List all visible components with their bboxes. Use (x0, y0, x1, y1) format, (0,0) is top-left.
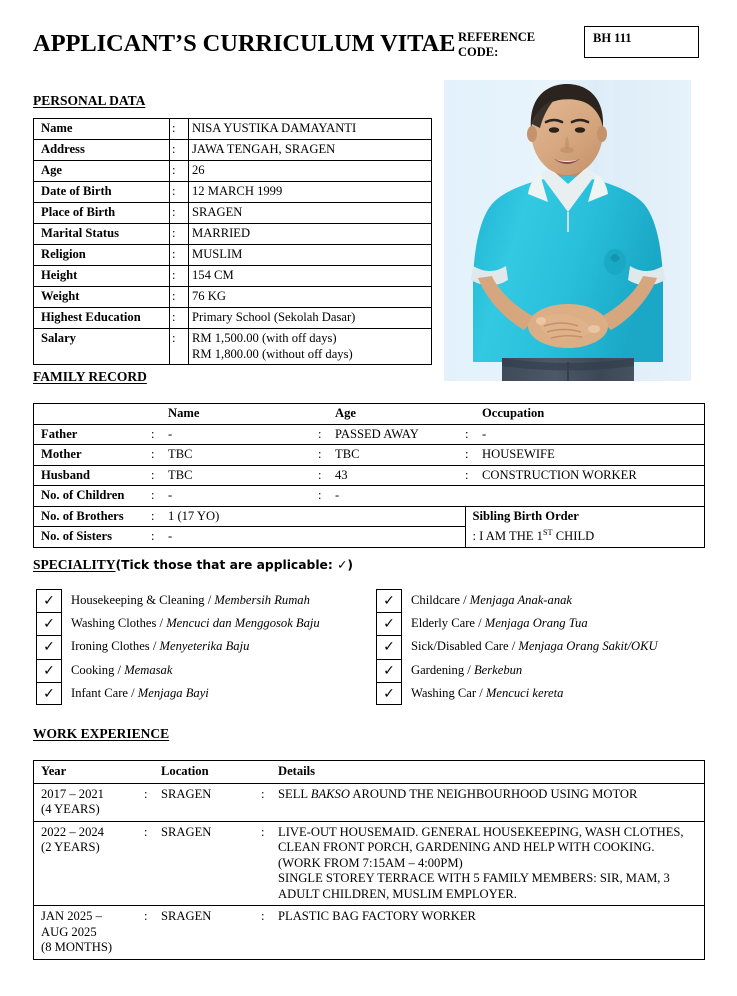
personal-label: Weight (34, 287, 170, 308)
spacer-cell (465, 486, 479, 507)
personal-label: Highest Education (34, 308, 170, 329)
work-year (34, 821, 145, 906)
brothers-label: No. of Brothers (34, 506, 152, 527)
family-label: Mother (34, 445, 152, 466)
colon: : (151, 465, 165, 486)
colon: : (170, 140, 189, 161)
family-label: Husband (34, 465, 152, 486)
column-header-name: Name (165, 404, 318, 425)
sibling-order-pre: : I AM THE 1 (472, 528, 543, 543)
colon: : (170, 266, 189, 287)
table-row (34, 224, 432, 245)
work-year-line: JAN 2025 – (41, 909, 102, 923)
work-detail-pre: SELL (278, 786, 311, 801)
speciality-my: Mencuci kereta (485, 685, 564, 700)
section-heading-speciality: SPECIALITY(Tick those that are applicable: ✓) (33, 557, 353, 572)
table-row (34, 486, 705, 507)
table-row (34, 119, 432, 140)
spacer-cell (261, 761, 275, 784)
family-occupation: CONSTRUCTION WORKER (479, 465, 705, 486)
family-name: TBC (165, 465, 318, 486)
colon: : (151, 424, 165, 445)
sibling-birth-order-label: Sibling Birth Order (465, 506, 705, 527)
colon: : (261, 906, 275, 960)
colon: : (318, 465, 332, 486)
speciality-item[interactable] (36, 682, 366, 705)
speciality-column-right (376, 589, 705, 705)
checkbox-checked-icon[interactable]: ✓ (376, 682, 402, 705)
table-row (34, 140, 432, 161)
table-row (34, 182, 432, 203)
colon: : (144, 783, 158, 821)
family-age: TBC (332, 445, 465, 466)
speciality-en: Washing Car (411, 685, 477, 700)
personal-label: Marital Status (34, 224, 170, 245)
speciality-item-label: Ironing Clothes / Menyeterika Baju (71, 639, 250, 654)
column-header-location: Location (158, 761, 261, 784)
speciality-my: Menjaga Orang Tua (484, 616, 588, 631)
speciality-en: Housekeeping & Cleaning (71, 593, 205, 607)
reference-code-box (584, 26, 699, 58)
family-name: TBC (165, 445, 318, 466)
speciality-column-left (36, 589, 366, 705)
table-row (34, 783, 705, 821)
sisters-label: No. of Sisters (34, 527, 152, 548)
speciality-item-label: Washing Car / Mencuci kereta (411, 685, 564, 700)
speciality-en: Sick/Disabled Care (411, 639, 509, 654)
table-row (34, 906, 705, 960)
colon: : (151, 445, 165, 466)
colon: : (170, 182, 189, 203)
spacer-cell (144, 761, 158, 784)
colon: : (318, 445, 332, 466)
table-row (34, 424, 705, 445)
speciality-item[interactable] (36, 612, 366, 635)
checkbox-checked-icon[interactable]: ✓ (36, 659, 62, 682)
column-header-details: Details (275, 761, 705, 784)
checkbox-checked-icon[interactable]: ✓ (376, 612, 402, 635)
column-header-year: Year (34, 761, 145, 784)
speciality-en: Ironing Clothes (71, 639, 150, 654)
speciality-item-label: Cooking / Memasak (71, 662, 173, 677)
colon: : (170, 329, 189, 365)
speciality-item-label: Infant Care / Menjaga Bayi (71, 685, 209, 700)
colon: : (170, 287, 189, 308)
table-row (34, 266, 432, 287)
children-label: No. of Children (34, 486, 152, 507)
colon: : (318, 424, 332, 445)
work-details (275, 783, 705, 821)
section-heading-work-experience: WORK EXPERIENCE (33, 726, 170, 741)
work-year-line: AUG 2025 (41, 924, 97, 939)
personal-value: 12 MARCH 1999 (189, 182, 432, 203)
checkbox-checked-icon[interactable]: ✓ (376, 659, 402, 682)
speciality-en: Infant Care (71, 685, 128, 700)
work-details (275, 821, 705, 906)
personal-label: Place of Birth (34, 203, 170, 224)
speciality-item[interactable] (376, 612, 705, 635)
work-experience-table (33, 760, 705, 960)
personal-value: JAWA TENGAH, SRAGEN (189, 140, 432, 161)
checkbox-checked-icon[interactable]: ✓ (36, 682, 62, 705)
work-location: SRAGEN (158, 783, 261, 821)
personal-label: Address (34, 140, 170, 161)
checkbox-checked-icon[interactable]: ✓ (36, 589, 62, 612)
spacer-cell (479, 486, 705, 507)
document-header (33, 26, 705, 82)
spacer-cell (151, 404, 165, 425)
work-detail-main: LIVE-OUT HOUSEMAID. GENERAL HOUSEKEEPING, WASH CLOTHES, CLEAN FRONT PORCH, GARDENING AND HELP WITH COOKING. (WORK FROM 7:15AM – 4:00PM) (278, 824, 684, 870)
sibling-order-post: CHILD (552, 528, 595, 543)
speciality-my: Menjaga Orang Sakit/OKU (518, 639, 658, 654)
column-header-occupation: Occupation (479, 404, 705, 425)
speciality-en: Cooking (71, 662, 115, 677)
colon: : (144, 906, 158, 960)
colon: : (170, 203, 189, 224)
personal-label: Religion (34, 245, 170, 266)
colon: : (261, 821, 275, 906)
work-details: PLASTIC BAG FACTORY WORKER (275, 906, 705, 960)
personal-label: Salary (34, 329, 170, 365)
table-row (34, 445, 705, 466)
checkbox-checked-icon[interactable]: ✓ (376, 589, 402, 612)
personal-label: Height (34, 266, 170, 287)
table-row-salary (34, 329, 432, 365)
brothers-value: 1 (17 YO) (165, 506, 465, 527)
speciality-my: Menyeterika Baju (159, 639, 250, 654)
speciality-item[interactable] (36, 589, 366, 612)
table-row (34, 465, 705, 486)
personal-label: Name (34, 119, 170, 140)
table-row (34, 203, 432, 224)
checkbox-checked-icon[interactable]: ✓ (36, 612, 62, 635)
colon: : (170, 308, 189, 329)
speciality-note: (Tick those that are applicable: ✓) (115, 558, 353, 572)
personal-label: Date of Birth (34, 182, 170, 203)
work-year-line: 2022 – 2024 (41, 824, 104, 839)
children-value-2: - (332, 486, 465, 507)
colon: : (170, 245, 189, 266)
table-header-row (34, 761, 705, 784)
speciality-en: Gardening (411, 662, 465, 677)
speciality-item-label: Gardening / Berkebun (411, 662, 523, 677)
speciality-item-label: Elderly Care / Menjaga Orang Tua (411, 616, 588, 631)
section-heading-family-record: FAMILY RECORD (33, 369, 147, 384)
work-year-line: (4 YEARS) (41, 802, 100, 816)
table-row (34, 308, 432, 329)
work-year-line: (8 MONTHS) (41, 940, 113, 954)
table-row (34, 527, 705, 548)
table-row (34, 287, 432, 308)
speciality-my: Memasak (124, 662, 173, 677)
work-location: SRAGEN (158, 906, 261, 960)
page-title: APPLICANT’S CURRICULUM VITAE (33, 30, 456, 57)
work-year-line: (2 YEARS) (41, 840, 100, 854)
colon: : (465, 424, 479, 445)
colon: : (151, 486, 165, 507)
speciality-my: Membersih Rumah (214, 593, 310, 607)
speciality-item-label: Housekeeping & Cleaning / Membersih Rumah (71, 593, 310, 607)
spacer-cell (34, 404, 152, 425)
speciality-en: Childcare (411, 593, 460, 607)
speciality-item[interactable] (36, 659, 366, 682)
speciality-item[interactable] (376, 589, 705, 612)
checkbox-checked-icon[interactable]: ✓ (36, 635, 62, 658)
table-row (34, 245, 432, 266)
work-detail-italic: BAKSO (310, 786, 350, 801)
speciality-en: Elderly Care (411, 616, 475, 631)
speciality-item[interactable] (376, 659, 705, 682)
speciality-item[interactable] (376, 635, 705, 658)
speciality-en: Washing Clothes (71, 616, 157, 631)
speciality-item[interactable] (376, 682, 705, 705)
sibling-order-suffix: ST (542, 527, 553, 537)
personal-value: Primary School (Sekolah Dasar) (189, 308, 432, 329)
personal-value: MUSLIM (189, 245, 432, 266)
table-row (34, 821, 705, 906)
family-occupation: HOUSEWIFE (479, 445, 705, 466)
personal-value-salary (189, 329, 432, 365)
personal-value: SRAGEN (189, 203, 432, 224)
colon: : (465, 445, 479, 466)
colon: : (151, 506, 165, 527)
personal-value: 154 CM (189, 266, 432, 287)
family-age: PASSED AWAY (332, 424, 465, 445)
section-heading-personal-data: PERSONAL DATA (33, 93, 146, 108)
personal-value: 76 KG (189, 287, 432, 308)
personal-value: MARRIED (189, 224, 432, 245)
children-value: - (165, 486, 318, 507)
personal-data-table (33, 118, 432, 365)
spacer-cell (318, 404, 332, 425)
table-header-row (34, 404, 705, 425)
work-year (34, 783, 145, 821)
checkbox-checked-icon[interactable]: ✓ (376, 635, 402, 658)
speciality-my: Mencuci dan Menggosok Baju (166, 616, 320, 631)
speciality-item-label: Washing Clothes / Mencuci dan Menggosok Baju (71, 616, 320, 631)
column-header-age: Age (332, 404, 465, 425)
work-year-line: 2017 – 2021 (41, 786, 104, 801)
colon: : (151, 527, 165, 548)
family-label: Father (34, 424, 152, 445)
applicant-photo (444, 80, 691, 381)
speciality-list (33, 589, 705, 707)
reference-code-value: BH 111 (593, 31, 632, 45)
colon: : (318, 486, 332, 507)
spacer-cell (465, 404, 479, 425)
family-occupation: - (479, 424, 705, 445)
colon: : (465, 465, 479, 486)
table-row (34, 161, 432, 182)
personal-label: Age (34, 161, 170, 182)
speciality-item-label: Childcare / Menjaga Anak-anak (411, 593, 573, 607)
family-name: - (165, 424, 318, 445)
reference-code-label: REFERENCE CODE: (458, 30, 536, 59)
speciality-my: Menjaga Bayi (137, 685, 209, 700)
colon: : (170, 224, 189, 245)
work-detail-post: AROUND THE NEIGHBOURHOOD USING MOTOR (349, 786, 638, 801)
work-year (34, 906, 145, 960)
colon: : (261, 783, 275, 821)
speciality-my: Menjaga Anak-anak (469, 593, 573, 607)
personal-value: NISA YUSTIKA DAMAYANTI (189, 119, 432, 140)
speciality-item-label: Sick/Disabled Care / Menjaga Orang Sakit/OKU (411, 639, 658, 654)
colon: : (144, 821, 158, 906)
family-age: 43 (332, 465, 465, 486)
work-location: SRAGEN (158, 821, 261, 906)
colon: : (170, 119, 189, 140)
personal-value: 26 (189, 161, 432, 182)
work-detail-extra: SINGLE STOREY TERRACE WITH 5 FAMILY MEMBERS: SIR, MAM, 3 ADULT CHILDREN, MUSLIM EMPLOYER. (278, 871, 670, 901)
speciality-item[interactable] (36, 635, 366, 658)
salary-line-1: RM 1,500.00 (with off days) (192, 331, 337, 345)
table-row (34, 506, 705, 527)
family-record-table (33, 403, 705, 548)
sibling-birth-order-value (465, 527, 705, 548)
speciality-my: Berkebun (473, 662, 523, 677)
colon: : (170, 161, 189, 182)
salary-line-2: RM 1,800.00 (without off days) (192, 346, 353, 361)
sisters-value: - (165, 527, 465, 548)
